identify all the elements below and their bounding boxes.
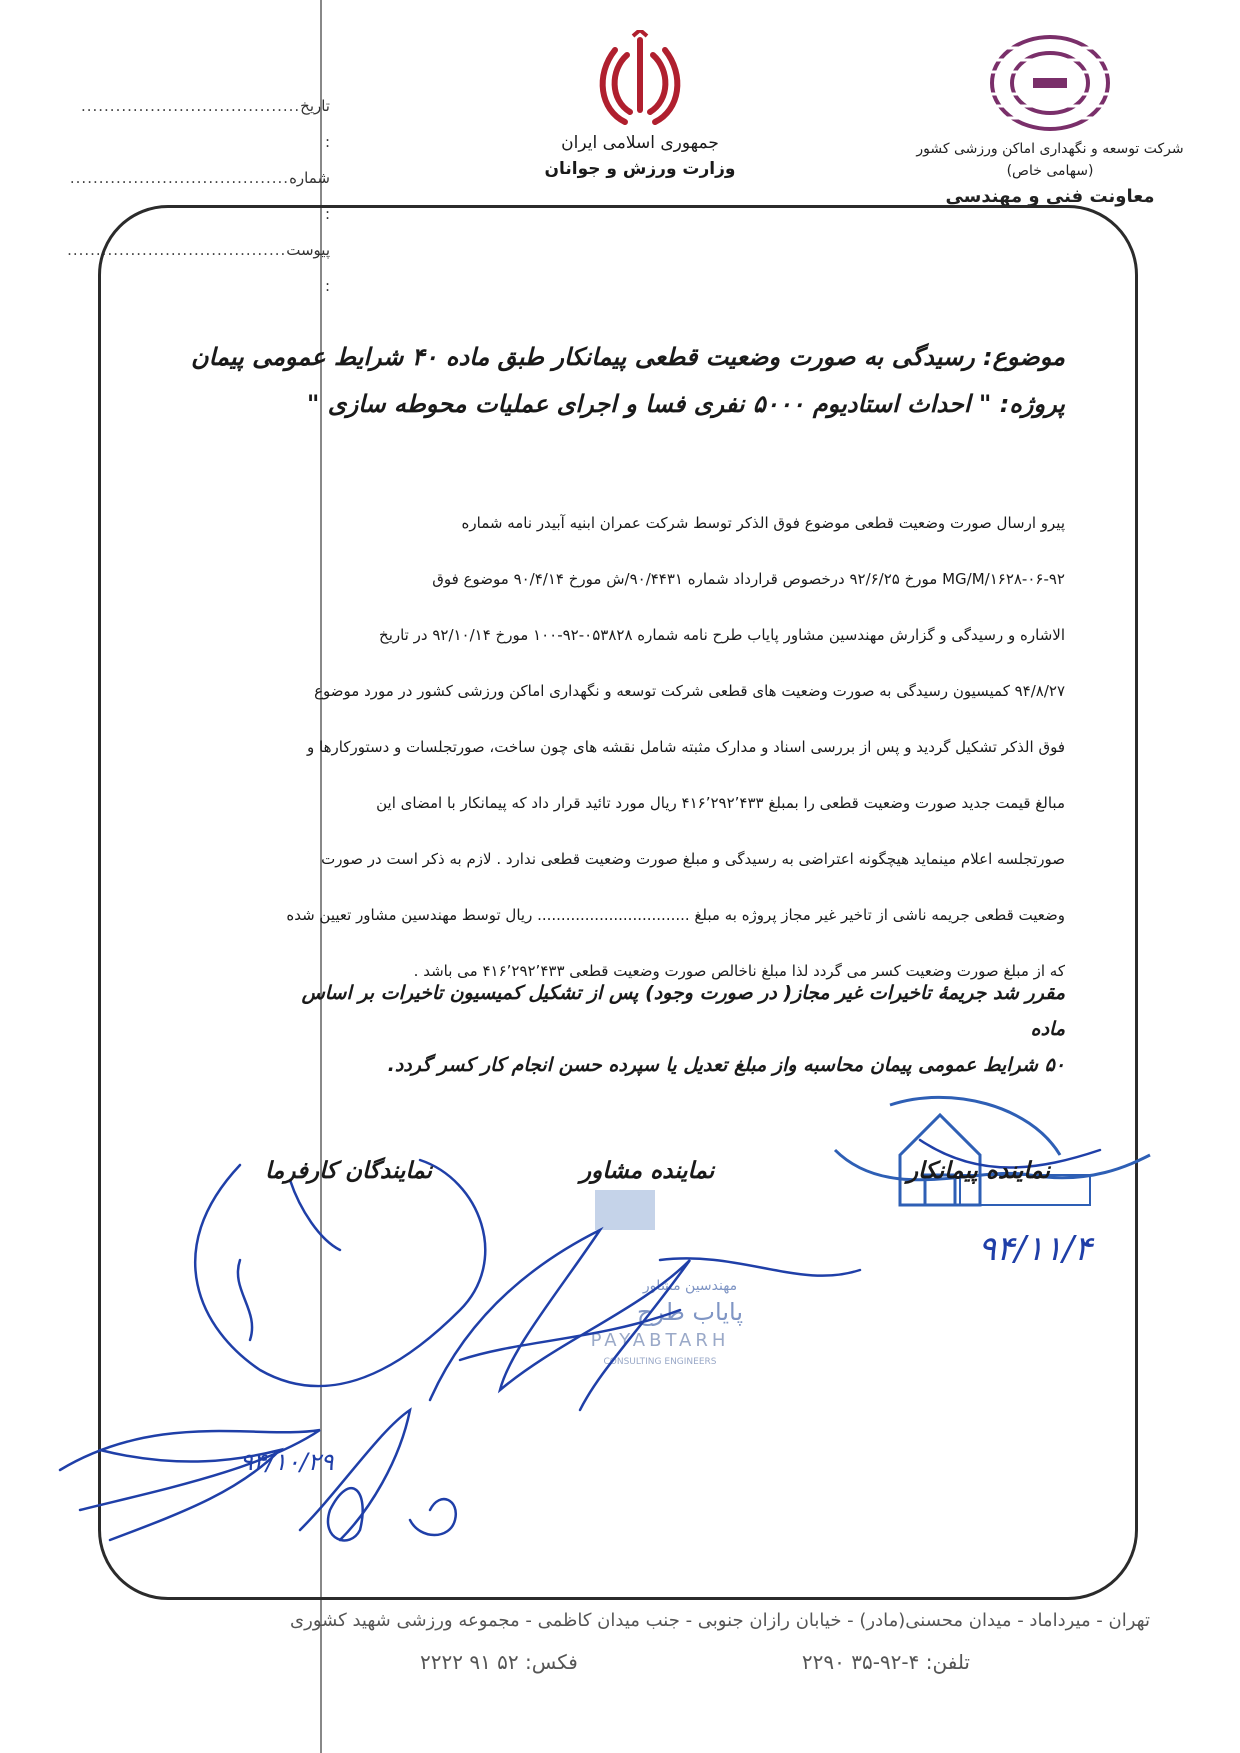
body-line: مبالغ قیمت جدید صورت وضعیت قطعی را بمبلغ ۴۱۶٬۲۹۲٬۴۳۳ ریال مورد تائید قرار داد که پیمانکار با امضای این [376, 794, 1065, 812]
body-line: پیرو ارسال صورت وضعیت قطعی موضوع فوق الذکر توسط شرکت عمران ابنیه آبیدر نامه شماره [461, 514, 1065, 532]
iran-emblem-icon [595, 30, 685, 130]
company-header [900, 28, 1200, 208]
body-line: MG/M/۱۶۲۸-۰۶-۹۲ مورخ ۹۲/۶/۲۵ درخصوص قرارداد شماره ۹۰/۴۴۳۱/ش مورخ ۹۰/۴/۱۴ موضوع فوق [432, 570, 1065, 588]
body-line: صورتجلسه اعلام مینماید هیچگونه اعتراضی به رسیدگی و مبلغ صورت وضعیت قطعی ندارد . لازم به ذکر است در صورت [321, 850, 1065, 868]
company-type: (سهامی خاص) [1006, 163, 1094, 179]
meta-date-value: ...................................... [80, 97, 301, 115]
letter-body [265, 495, 1065, 999]
meta-attachment-label: پیوست : [286, 241, 330, 295]
consultant-stamp-line-1: مهندسین مشاور [642, 1278, 738, 1294]
body-line: وضعیت قطعی جریمه ناشی از تاخیر غیر مجاز پروژه به مبلغ ................................ ریال توسط مهندسین مشاور تعیین شده [286, 906, 1065, 924]
contractor-signature-label: نماینده پیمانکار [906, 1158, 1050, 1184]
handwritten-signatures [40, 1110, 1160, 1610]
meta-date-label: تاریخ : [300, 97, 330, 151]
meta-number-value: ...................................... [69, 169, 290, 187]
company-department: معاونت فنی و مهندسی [945, 186, 1155, 207]
meta-date-row [80, 88, 330, 160]
letter-subject: موضوع: رسیدگی به صورت وضعیت قطعی پیمانکار طبق ماده ۴۰ شرایط عمومی پیمان [191, 343, 1065, 371]
ministry-header [520, 30, 760, 182]
body-line: فوق الذکر تشکیل گردید و پس از بررسی اسناد و مدارک مثبته شامل نقشه های چون ساخت، صورتجلسات و دستورکارها و [307, 738, 1065, 756]
body-line: که از مبلغ صورت وضعیت کسر می گردد لذا مبلغ ناخالص صورت وضعیت قطعی ۴۱۶٬۲۹۲٬۴۳۳ می باشد . [413, 962, 1065, 980]
company-name: شرکت توسعه و نگهداری اماکن ورزشی کشور [916, 141, 1184, 157]
employer-handwritten-date: ۹۴/۱۰/۲۹ [240, 1448, 334, 1476]
consultant-stamp-line-2: پایاب طرح [636, 1298, 744, 1326]
meta-attachment-value: ...................................... [67, 241, 287, 259]
footer-phone: تلفن: ۴-۹۲-۳۵ ۲۲۹۰ [801, 1650, 970, 1674]
footer-fax: فکس: ۵۲ ۹۱ ۲۲۲۲ [420, 1650, 578, 1674]
footer-address: تهران - میرداماد - میدان محسنی(مادر) - خیابان رازان جنوبی - جنب میدان کاظمی - مجموعه ورزشی شهید کشوری [290, 1610, 1150, 1631]
contractor-handwritten-date: ۹۴/۱۱/۴ [977, 1229, 1093, 1269]
ministry-name: وزارت ورزش و جوانان [544, 159, 736, 179]
body-line: الاشاره و رسیدگی و گزارش مهندسین مشاور پایاب طرح نامه شماره ۰۵۳۸۲۸-۹۲-۱۰۰ مورخ ۹۲/۱۰/۱۴ در تاریخ [379, 626, 1065, 644]
meta-number-label: شماره : [289, 169, 330, 223]
resolution-text [265, 975, 1065, 1083]
resolution-line: مقرر شد جریمهٔ تاخیرات غیر مجاز( در صورت وجود) پس از تشکیل کمیسیون تاخیرات بر اساس ماده [301, 982, 1065, 1040]
country-name: جمهوری اسلامی ایران [561, 133, 719, 153]
employer-signature-label: نمایندگان کارفرما [265, 1158, 433, 1184]
letter-project: پروژه: " احداث استادیوم ۵۰۰۰ نفری فسا و اجرای عملیات محوطه سازی " [306, 390, 1065, 418]
body-line: ۹۴/۸/۲۷ کمیسیون رسیدگی به صورت وضعیت های قطعی شرکت توسعه و نگهداری اماکن ورزشی کشور در مورد موضوع [314, 682, 1065, 700]
consultant-signature-label: نماینده مشاور [580, 1158, 715, 1184]
consultant-stamp-en: PAYABTARH [590, 1330, 730, 1351]
consultant-stamp-en-sub: CONSULTING ENGINEERS [603, 1357, 717, 1367]
resolution-line: ۵۰ شرایط عمومی پیمان محاسبه واز مبلغ تعدیل یا سپرده حسن انجام کار کسر گردد. [387, 1054, 1065, 1076]
company-logo-icon [985, 28, 1115, 138]
